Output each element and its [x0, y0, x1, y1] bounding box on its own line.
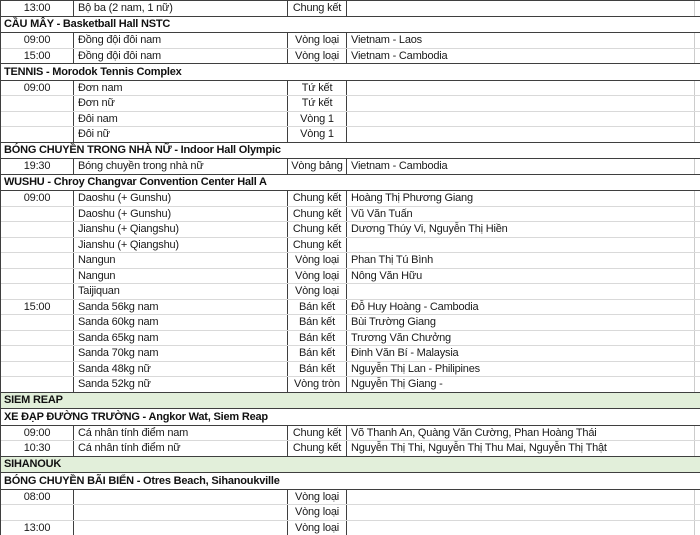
result-cell	[347, 1, 695, 16]
grid-edge-cell	[695, 253, 700, 268]
venue-section-header	[1, 64, 700, 81]
round-cell: Chung kết	[288, 222, 347, 237]
grid-edge-cell	[695, 505, 700, 520]
city-section-header	[1, 457, 700, 474]
grid-edge-cell	[695, 81, 700, 96]
event-cell: Đơn nữ	[74, 96, 288, 111]
event-cell: Sanda 60kg nam	[74, 315, 288, 330]
time-cell: 09:00	[1, 426, 74, 441]
round-cell: Chung kết	[288, 207, 347, 222]
round-cell: Vòng loại	[288, 49, 347, 64]
grid-edge-cell	[695, 441, 700, 456]
time-cell	[1, 315, 74, 330]
round-cell: Bán kết	[288, 300, 347, 315]
round-cell: Bán kết	[288, 346, 347, 361]
schedule-row	[1, 284, 700, 300]
section-header-label: WUSHU - Chroy Changvar Convention Center Hall A	[4, 176, 267, 189]
section-header-label: CẦU MÂY - Basketball Hall NSTC	[4, 18, 171, 31]
schedule-row	[1, 253, 700, 269]
time-cell: 09:00	[1, 33, 74, 48]
grid-edge-cell	[695, 362, 700, 377]
grid-edge-cell	[695, 521, 700, 535]
section-header-label: XE ĐẠP ĐƯỜNG TRƯỜNG - Angkor Wat, Siem Reap	[4, 410, 268, 423]
grid-edge-cell	[695, 377, 700, 392]
section-header-label: SIEM REAP	[4, 394, 63, 407]
result-cell: Nguyễn Thị Lan - Philipines	[347, 362, 695, 377]
time-cell	[1, 253, 74, 268]
venue-section-header	[1, 143, 700, 160]
round-cell: Vòng loại	[288, 33, 347, 48]
event-cell: Sanda 56kg nam	[74, 300, 288, 315]
result-cell: Hoàng Thị Phương Giang	[347, 191, 695, 206]
time-cell	[1, 505, 74, 520]
result-cell: Bùi Trường Giang	[347, 315, 695, 330]
time-cell: 13:00	[1, 1, 74, 16]
result-cell	[347, 521, 695, 535]
round-cell: Chung kết	[288, 426, 347, 441]
grid-edge-cell	[695, 96, 700, 111]
time-cell	[1, 377, 74, 392]
event-cell: Đồng đội đôi nam	[74, 49, 288, 64]
result-cell: Nguyễn Thị Thi, Nguyễn Thị Thu Mai, Nguyễn Thị Thật	[347, 441, 695, 456]
result-cell	[347, 238, 695, 253]
event-cell: Sanda 70kg nam	[74, 346, 288, 361]
grid-edge-cell	[695, 191, 700, 206]
time-cell	[1, 346, 74, 361]
grid-edge-cell	[695, 490, 700, 505]
schedule-row	[1, 159, 700, 175]
result-cell: Trương Văn Chưởng	[347, 331, 695, 346]
event-cell: Đơn nam	[74, 81, 288, 96]
schedule-row	[1, 377, 700, 393]
event-cell: Nangun	[74, 269, 288, 284]
grid-edge-cell	[695, 426, 700, 441]
result-cell	[347, 112, 695, 127]
round-cell: Chung kết	[288, 1, 347, 16]
round-cell: Vòng 1	[288, 127, 347, 142]
result-cell: Nông Văn Hữu	[347, 269, 695, 284]
time-cell	[1, 284, 74, 299]
event-cell: Jianshu (+ Qiangshu)	[74, 222, 288, 237]
round-cell: Vòng 1	[288, 112, 347, 127]
grid-edge-cell	[695, 300, 700, 315]
result-cell: Nguyễn Thị Giang -	[347, 377, 695, 392]
grid-edge-cell	[695, 238, 700, 253]
grid-edge-cell	[695, 127, 700, 142]
schedule-row	[1, 207, 700, 223]
time-cell: 10:30	[1, 441, 74, 456]
time-cell	[1, 96, 74, 111]
round-cell: Vòng loại	[288, 490, 347, 505]
schedule-row	[1, 96, 700, 112]
grid-edge-cell	[695, 222, 700, 237]
schedule-row	[1, 441, 700, 457]
venue-section-header	[1, 409, 700, 426]
section-header-label: TENNIS - Morodok Tennis Complex	[4, 65, 182, 78]
schedule-row	[1, 505, 700, 521]
time-cell: 15:00	[1, 49, 74, 64]
round-cell: Chung kết	[288, 191, 347, 206]
event-cell: Daoshu (+ Gunshu)	[74, 191, 288, 206]
time-cell: 09:00	[1, 191, 74, 206]
section-header-label: SIHANOUK	[4, 458, 62, 471]
result-cell: Vietnam - Cambodia	[347, 159, 695, 174]
section-header-label: BÓNG CHUYỀN TRONG NHÀ NỮ - Indoor Hall Olympic	[4, 144, 281, 157]
round-cell: Vòng tròn	[288, 377, 347, 392]
round-cell: Vòng bảng	[288, 159, 347, 174]
result-cell	[347, 96, 695, 111]
grid-edge-cell	[695, 159, 700, 174]
event-cell: Sanda 48kg nữ	[74, 362, 288, 377]
schedule-row	[1, 1, 700, 17]
event-cell	[74, 505, 288, 520]
event-cell: Đôi nữ	[74, 127, 288, 142]
round-cell: Bán kết	[288, 362, 347, 377]
schedule-row	[1, 315, 700, 331]
schedule-row	[1, 222, 700, 238]
time-cell	[1, 238, 74, 253]
result-cell: Phan Thị Tú Bình	[347, 253, 695, 268]
grid-edge-cell	[695, 112, 700, 127]
schedule-row	[1, 346, 700, 362]
time-cell: 08:00	[1, 490, 74, 505]
schedule-row	[1, 426, 700, 442]
time-cell	[1, 112, 74, 127]
round-cell: Tứ kết	[288, 96, 347, 111]
schedule-row	[1, 112, 700, 128]
grid-edge-cell	[695, 315, 700, 330]
grid-edge-cell	[695, 1, 700, 16]
time-cell	[1, 331, 74, 346]
result-cell	[347, 81, 695, 96]
round-cell: Tứ kết	[288, 81, 347, 96]
round-cell: Bán kết	[288, 315, 347, 330]
schedule-row	[1, 191, 700, 207]
grid-edge-cell	[695, 331, 700, 346]
schedule-row	[1, 362, 700, 378]
event-cell: Taijiquan	[74, 284, 288, 299]
city-section-header	[1, 393, 700, 410]
schedule-row	[1, 490, 700, 506]
event-cell: Bộ ba (2 nam, 1 nữ)	[74, 1, 288, 16]
time-cell: 09:00	[1, 81, 74, 96]
event-cell: Bóng chuyền trong nhà nữ	[74, 159, 288, 174]
time-cell: 13:00	[1, 521, 74, 535]
schedule-row	[1, 331, 700, 347]
grid-edge-cell	[695, 49, 700, 64]
schedule-row	[1, 81, 700, 97]
result-cell	[347, 284, 695, 299]
round-cell: Vòng loại	[288, 253, 347, 268]
round-cell: Vòng loại	[288, 269, 347, 284]
time-cell: 19:30	[1, 159, 74, 174]
event-cell: Đồng đội đôi nam	[74, 33, 288, 48]
grid-edge-cell	[695, 33, 700, 48]
schedule-row	[1, 127, 700, 143]
time-cell	[1, 127, 74, 142]
event-cell: Nangun	[74, 253, 288, 268]
section-header-label: BÓNG CHUYỀN BÃI BIỂN - Otres Beach, Sihanoukville	[4, 474, 280, 487]
grid-edge-cell	[695, 284, 700, 299]
time-cell	[1, 269, 74, 284]
round-cell: Chung kết	[288, 238, 347, 253]
result-cell	[347, 505, 695, 520]
event-cell: Cá nhân tính điểm nữ	[74, 441, 288, 456]
schedule-row	[1, 238, 700, 254]
result-cell: Đỗ Huy Hoàng - Cambodia	[347, 300, 695, 315]
round-cell: Vòng loại	[288, 521, 347, 535]
event-cell: Sanda 65kg nam	[74, 331, 288, 346]
schedule-row	[1, 49, 700, 65]
event-cell: Đôi nam	[74, 112, 288, 127]
result-cell	[347, 127, 695, 142]
event-cell: Daoshu (+ Gunshu)	[74, 207, 288, 222]
schedule-row	[1, 521, 700, 535]
time-cell: 15:00	[1, 300, 74, 315]
result-cell: Vũ Văn Tuấn	[347, 207, 695, 222]
grid-edge-cell	[695, 269, 700, 284]
time-cell	[1, 207, 74, 222]
schedule-row	[1, 300, 700, 316]
venue-section-header	[1, 175, 700, 192]
result-cell: Võ Thanh An, Quàng Văn Cường, Phan Hoàng Thái	[347, 426, 695, 441]
venue-section-header	[1, 17, 700, 34]
round-cell: Chung kết	[288, 441, 347, 456]
event-cell	[74, 490, 288, 505]
result-cell: Đinh Văn Bí - Malaysia	[347, 346, 695, 361]
grid-edge-cell	[695, 207, 700, 222]
time-cell	[1, 222, 74, 237]
venue-section-header	[1, 473, 700, 490]
round-cell: Bán kết	[288, 331, 347, 346]
result-cell	[347, 490, 695, 505]
time-cell	[1, 362, 74, 377]
event-cell: Jianshu (+ Qiangshu)	[74, 238, 288, 253]
event-cell: Cá nhân tính điểm nam	[74, 426, 288, 441]
schedule-row	[1, 33, 700, 49]
result-cell: Dương Thúy Vi, Nguyễn Thị Hiền	[347, 222, 695, 237]
grid-edge-cell	[695, 346, 700, 361]
event-cell	[74, 521, 288, 535]
round-cell: Vòng loại	[288, 505, 347, 520]
event-cell: Sanda 52kg nữ	[74, 377, 288, 392]
result-cell: Vietnam - Laos	[347, 33, 695, 48]
result-cell: Vietnam - Cambodia	[347, 49, 695, 64]
round-cell: Vòng loại	[288, 284, 347, 299]
schedule-row	[1, 269, 700, 285]
